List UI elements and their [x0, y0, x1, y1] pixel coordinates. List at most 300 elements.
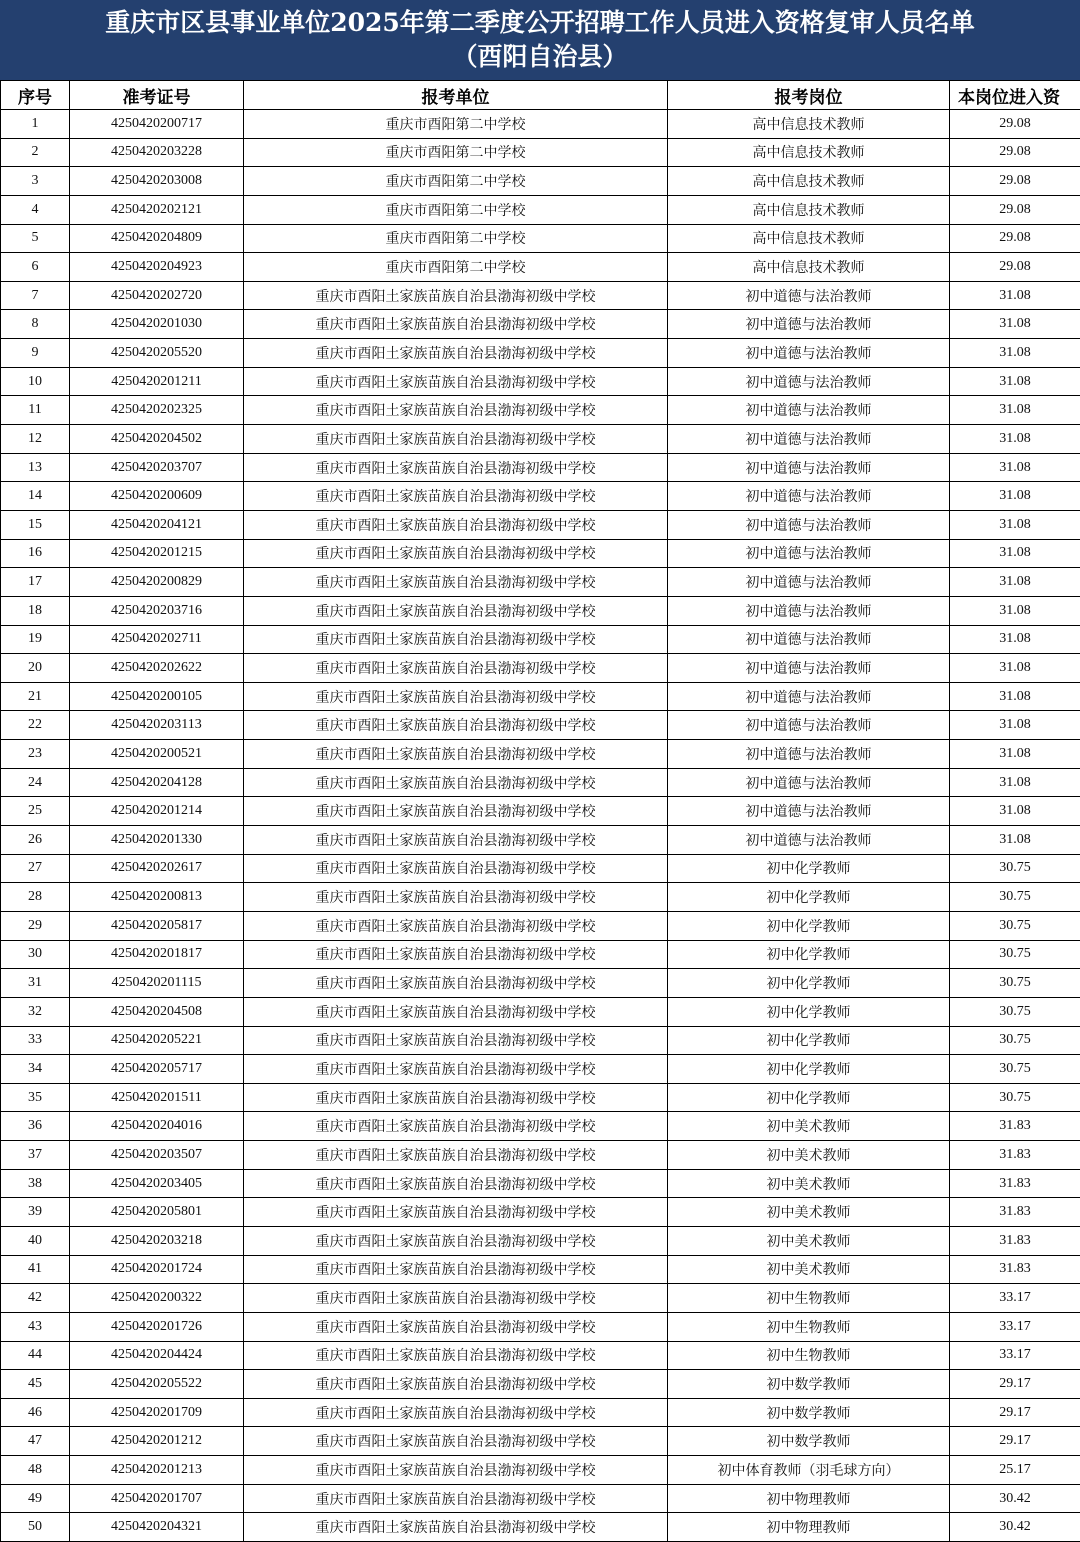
cell-unit: 重庆市酉阳土家族苗族自治县渤海初级中学校 [244, 768, 668, 797]
table-row [1, 281, 1080, 310]
cell-score: 30.75 [950, 911, 1080, 940]
table-row [1, 453, 1080, 482]
cell-score: 31.83 [950, 1141, 1080, 1170]
cell-unit: 重庆市酉阳土家族苗族自治县渤海初级中学校 [244, 510, 668, 539]
table-row [1, 768, 1080, 797]
cell-index: 7 [1, 281, 70, 310]
cell-exam-id: 4250420202622 [70, 654, 244, 683]
table-row [1, 1370, 1080, 1399]
cell-position: 初中道德与法治教师 [668, 654, 950, 683]
table-row [1, 167, 1080, 196]
cell-index: 40 [1, 1226, 70, 1255]
cell-score: 31.83 [950, 1226, 1080, 1255]
cell-unit: 重庆市酉阳土家族苗族自治县渤海初级中学校 [244, 482, 668, 511]
cell-score: 30.75 [950, 940, 1080, 969]
cell-position: 初中道德与法治教师 [668, 797, 950, 826]
cell-index: 12 [1, 425, 70, 454]
cell-unit: 重庆市酉阳土家族苗族自治县渤海初级中学校 [244, 1169, 668, 1198]
cell-exam-id: 4250420200813 [70, 883, 244, 912]
cell-unit: 重庆市酉阳第二中学校 [244, 195, 668, 224]
table-row [1, 654, 1080, 683]
cell-index: 8 [1, 310, 70, 339]
header-score: 本岗位进入资 [950, 81, 1080, 110]
cell-index: 41 [1, 1255, 70, 1284]
table-row [1, 940, 1080, 969]
cell-exam-id: 4250420205522 [70, 1370, 244, 1399]
cell-position: 初中道德与法治教师 [668, 339, 950, 368]
cell-index: 28 [1, 883, 70, 912]
cell-score: 31.08 [950, 625, 1080, 654]
cell-score: 31.08 [950, 711, 1080, 740]
cell-exam-id: 4250420204809 [70, 224, 244, 253]
table-row [1, 1026, 1080, 1055]
cell-unit: 重庆市酉阳土家族苗族自治县渤海初级中学校 [244, 1083, 668, 1112]
cell-index: 16 [1, 539, 70, 568]
cell-exam-id: 4250420204121 [70, 510, 244, 539]
cell-exam-id: 4250420203228 [70, 138, 244, 167]
cell-exam-id: 4250420201707 [70, 1484, 244, 1513]
cell-unit: 重庆市酉阳土家族苗族自治县渤海初级中学校 [244, 539, 668, 568]
cell-index: 46 [1, 1398, 70, 1427]
table-row [1, 711, 1080, 740]
cell-position: 初中数学教师 [668, 1398, 950, 1427]
cell-position: 初中美术教师 [668, 1112, 950, 1141]
cell-unit: 重庆市酉阳土家族苗族自治县渤海初级中学校 [244, 940, 668, 969]
cell-index: 6 [1, 253, 70, 282]
table-row [1, 339, 1080, 368]
cell-unit: 重庆市酉阳土家族苗族自治县渤海初级中学校 [244, 682, 668, 711]
cell-score: 31.08 [950, 654, 1080, 683]
cell-score: 31.08 [950, 339, 1080, 368]
cell-unit: 重庆市酉阳土家族苗族自治县渤海初级中学校 [244, 1341, 668, 1370]
cell-position: 初中美术教师 [668, 1255, 950, 1284]
cell-position: 初中道德与法治教师 [668, 740, 950, 769]
cell-position: 初中数学教师 [668, 1370, 950, 1399]
cell-exam-id: 4250420202617 [70, 854, 244, 883]
table-row [1, 1112, 1080, 1141]
cell-exam-id: 4250420205817 [70, 911, 244, 940]
cell-exam-id: 4250420201724 [70, 1255, 244, 1284]
table-row [1, 510, 1080, 539]
cell-exam-id: 4250420205717 [70, 1055, 244, 1084]
cell-index: 2 [1, 138, 70, 167]
table-row [1, 854, 1080, 883]
cell-score: 31.08 [950, 396, 1080, 425]
cell-exam-id: 4250420201330 [70, 826, 244, 855]
cell-score: 25.17 [950, 1456, 1080, 1485]
cell-exam-id: 4250420201030 [70, 310, 244, 339]
cell-exam-id: 4250420201214 [70, 797, 244, 826]
cell-position: 初中化学教师 [668, 854, 950, 883]
cell-exam-id: 4250420201211 [70, 367, 244, 396]
cell-position: 初中美术教师 [668, 1169, 950, 1198]
cell-unit: 重庆市酉阳土家族苗族自治县渤海初级中学校 [244, 1312, 668, 1341]
cell-exam-id: 4250420203113 [70, 711, 244, 740]
cell-index: 47 [1, 1427, 70, 1456]
cell-exam-id: 4250420205520 [70, 339, 244, 368]
cell-unit: 重庆市酉阳第二中学校 [244, 253, 668, 282]
cell-exam-id: 4250420201709 [70, 1398, 244, 1427]
table-row [1, 911, 1080, 940]
cell-index: 4 [1, 195, 70, 224]
cell-index: 14 [1, 482, 70, 511]
cell-exam-id: 4250420200717 [70, 110, 244, 139]
cell-exam-id: 4250420204321 [70, 1513, 244, 1542]
table-header-row [1, 81, 1080, 110]
cell-score: 31.08 [950, 367, 1080, 396]
cell-score: 30.75 [950, 1026, 1080, 1055]
cell-position: 初中美术教师 [668, 1226, 950, 1255]
cell-score: 31.08 [950, 510, 1080, 539]
cell-score: 31.08 [950, 310, 1080, 339]
cell-index: 38 [1, 1169, 70, 1198]
cell-unit: 重庆市酉阳土家族苗族自治县渤海初级中学校 [244, 740, 668, 769]
cell-unit: 重庆市酉阳土家族苗族自治县渤海初级中学校 [244, 854, 668, 883]
cell-unit: 重庆市酉阳第二中学校 [244, 224, 668, 253]
table-row [1, 625, 1080, 654]
cell-unit: 重庆市酉阳土家族苗族自治县渤海初级中学校 [244, 596, 668, 625]
cell-score: 29.17 [950, 1427, 1080, 1456]
cell-index: 44 [1, 1341, 70, 1370]
cell-index: 39 [1, 1198, 70, 1227]
cell-index: 45 [1, 1370, 70, 1399]
cell-unit: 重庆市酉阳土家族苗族自治县渤海初级中学校 [244, 797, 668, 826]
table-row [1, 740, 1080, 769]
cell-unit: 重庆市酉阳第二中学校 [244, 167, 668, 196]
cell-unit: 重庆市酉阳土家族苗族自治县渤海初级中学校 [244, 1198, 668, 1227]
header-exam-id: 准考证号 [70, 81, 244, 110]
cell-unit: 重庆市酉阳土家族苗族自治县渤海初级中学校 [244, 826, 668, 855]
cell-index: 50 [1, 1513, 70, 1542]
cell-unit: 重庆市酉阳土家族苗族自治县渤海初级中学校 [244, 1456, 668, 1485]
table-row [1, 969, 1080, 998]
cell-score: 29.17 [950, 1370, 1080, 1399]
cell-index: 23 [1, 740, 70, 769]
cell-unit: 重庆市酉阳土家族苗族自治县渤海初级中学校 [244, 425, 668, 454]
page-subtitle: （酉阳自治县） [0, 42, 1080, 72]
cell-position: 初中道德与法治教师 [668, 711, 950, 740]
cell-position: 高中信息技术教师 [668, 195, 950, 224]
cell-score: 30.42 [950, 1484, 1080, 1513]
cell-unit: 重庆市酉阳土家族苗族自治县渤海初级中学校 [244, 1255, 668, 1284]
cell-score: 30.75 [950, 1083, 1080, 1112]
cell-index: 20 [1, 654, 70, 683]
cell-index: 10 [1, 367, 70, 396]
table-row [1, 1513, 1080, 1542]
cell-index: 33 [1, 1026, 70, 1055]
table-row [1, 367, 1080, 396]
cell-unit: 重庆市酉阳土家族苗族自治县渤海初级中学校 [244, 711, 668, 740]
cell-score: 29.08 [950, 167, 1080, 196]
cell-exam-id: 4250420204128 [70, 768, 244, 797]
cell-index: 25 [1, 797, 70, 826]
cell-unit: 重庆市酉阳土家族苗族自治县渤海初级中学校 [244, 1398, 668, 1427]
table-row [1, 1284, 1080, 1313]
cell-unit: 重庆市酉阳土家族苗族自治县渤海初级中学校 [244, 911, 668, 940]
cell-position: 初中道德与法治教师 [668, 539, 950, 568]
cell-position: 高中信息技术教师 [668, 110, 950, 139]
cell-score: 33.17 [950, 1284, 1080, 1313]
cell-unit: 重庆市酉阳土家族苗族自治县渤海初级中学校 [244, 281, 668, 310]
cell-index: 18 [1, 596, 70, 625]
cell-position: 初中道德与法治教师 [668, 682, 950, 711]
table-row [1, 425, 1080, 454]
cell-position: 初中道德与法治教师 [668, 596, 950, 625]
cell-score: 31.83 [950, 1169, 1080, 1198]
cell-position: 高中信息技术教师 [668, 253, 950, 282]
page-title: 重庆市区县事业单位2025年第二季度公开招聘工作人员进入资格复审人员名单 [0, 8, 1080, 38]
cell-index: 35 [1, 1083, 70, 1112]
cell-score: 31.83 [950, 1112, 1080, 1141]
cell-exam-id: 4250420203507 [70, 1141, 244, 1170]
cell-exam-id: 4250420202711 [70, 625, 244, 654]
cell-unit: 重庆市酉阳土家族苗族自治县渤海初级中学校 [244, 1284, 668, 1313]
cell-score: 31.83 [950, 1198, 1080, 1227]
cell-score: 30.42 [950, 1513, 1080, 1542]
table-row [1, 682, 1080, 711]
cell-position: 初中道德与法治教师 [668, 310, 950, 339]
cell-exam-id: 4250420203008 [70, 167, 244, 196]
cell-index: 15 [1, 510, 70, 539]
cell-exam-id: 4250420204923 [70, 253, 244, 282]
cell-position: 初中化学教师 [668, 997, 950, 1026]
cell-index: 22 [1, 711, 70, 740]
cell-unit: 重庆市酉阳土家族苗族自治县渤海初级中学校 [244, 654, 668, 683]
table-row [1, 1169, 1080, 1198]
table-row [1, 110, 1080, 139]
cell-unit: 重庆市酉阳第二中学校 [244, 138, 668, 167]
cell-position: 初中化学教师 [668, 911, 950, 940]
cell-score: 31.08 [950, 539, 1080, 568]
cell-position: 初中美术教师 [668, 1198, 950, 1227]
cell-unit: 重庆市酉阳土家族苗族自治县渤海初级中学校 [244, 568, 668, 597]
header-position: 报考岗位 [668, 81, 950, 110]
cell-exam-id: 4250420202720 [70, 281, 244, 310]
table-row [1, 396, 1080, 425]
cell-exam-id: 4250420205801 [70, 1198, 244, 1227]
cell-score: 31.08 [950, 482, 1080, 511]
cell-unit: 重庆市酉阳土家族苗族自治县渤海初级中学校 [244, 1513, 668, 1542]
cell-position: 初中道德与法治教师 [668, 396, 950, 425]
cell-position: 初中道德与法治教师 [668, 768, 950, 797]
cell-score: 31.08 [950, 453, 1080, 482]
cell-exam-id: 4250420201212 [70, 1427, 244, 1456]
table-row [1, 482, 1080, 511]
table-row [1, 195, 1080, 224]
cell-index: 24 [1, 768, 70, 797]
cell-index: 43 [1, 1312, 70, 1341]
cell-unit: 重庆市酉阳土家族苗族自治县渤海初级中学校 [244, 453, 668, 482]
cell-position: 初中道德与法治教师 [668, 453, 950, 482]
cell-score: 31.08 [950, 425, 1080, 454]
cell-unit: 重庆市酉阳土家族苗族自治县渤海初级中学校 [244, 1055, 668, 1084]
cell-exam-id: 4250420204508 [70, 997, 244, 1026]
cell-score: 31.08 [950, 596, 1080, 625]
cell-score: 33.17 [950, 1312, 1080, 1341]
table-row [1, 1141, 1080, 1170]
table-row [1, 1427, 1080, 1456]
cell-position: 初中生物教师 [668, 1312, 950, 1341]
cell-exam-id: 4250420201215 [70, 539, 244, 568]
cell-index: 17 [1, 568, 70, 597]
cell-exam-id: 4250420201726 [70, 1312, 244, 1341]
cell-position: 高中信息技术教师 [668, 138, 950, 167]
cell-index: 19 [1, 625, 70, 654]
table-row [1, 826, 1080, 855]
cell-unit: 重庆市酉阳土家族苗族自治县渤海初级中学校 [244, 310, 668, 339]
table-row [1, 883, 1080, 912]
cell-unit: 重庆市酉阳土家族苗族自治县渤海初级中学校 [244, 339, 668, 368]
cell-score: 29.08 [950, 138, 1080, 167]
cell-score: 29.08 [950, 224, 1080, 253]
cell-exam-id: 4250420200322 [70, 1284, 244, 1313]
cell-exam-id: 4250420203405 [70, 1169, 244, 1198]
cell-position: 初中化学教师 [668, 969, 950, 998]
cell-exam-id: 4250420200521 [70, 740, 244, 769]
table-row [1, 138, 1080, 167]
cell-index: 21 [1, 682, 70, 711]
cell-index: 26 [1, 826, 70, 855]
cell-score: 31.08 [950, 568, 1080, 597]
table-row [1, 1398, 1080, 1427]
header-index: 序号 [1, 81, 70, 110]
cell-exam-id: 4250420203707 [70, 453, 244, 482]
cell-position: 高中信息技术教师 [668, 167, 950, 196]
cell-position: 初中物理教师 [668, 1484, 950, 1513]
cell-score: 31.08 [950, 740, 1080, 769]
cell-position: 初中化学教师 [668, 1026, 950, 1055]
cell-unit: 重庆市酉阳土家族苗族自治县渤海初级中学校 [244, 1484, 668, 1513]
cell-position: 初中道德与法治教师 [668, 281, 950, 310]
cell-score: 31.08 [950, 281, 1080, 310]
cell-position: 初中化学教师 [668, 883, 950, 912]
cell-position: 初中化学教师 [668, 1055, 950, 1084]
cell-exam-id: 4250420204016 [70, 1112, 244, 1141]
table-row [1, 1456, 1080, 1485]
cell-score: 31.08 [950, 826, 1080, 855]
cell-exam-id: 4250420201511 [70, 1083, 244, 1112]
cell-position: 初中生物教师 [668, 1341, 950, 1370]
cell-index: 9 [1, 339, 70, 368]
cell-index: 11 [1, 396, 70, 425]
cell-unit: 重庆市酉阳土家族苗族自治县渤海初级中学校 [244, 969, 668, 998]
cell-score: 30.75 [950, 883, 1080, 912]
cell-index: 32 [1, 997, 70, 1026]
cell-index: 3 [1, 167, 70, 196]
table-row [1, 997, 1080, 1026]
table-row [1, 596, 1080, 625]
cell-exam-id: 4250420204424 [70, 1341, 244, 1370]
table-row [1, 1255, 1080, 1284]
table-row [1, 1198, 1080, 1227]
table-container [0, 80, 1080, 1542]
cell-unit: 重庆市酉阳土家族苗族自治县渤海初级中学校 [244, 1370, 668, 1399]
cell-position: 初中体育教师（羽毛球方向） [668, 1456, 950, 1485]
cell-unit: 重庆市酉阳土家族苗族自治县渤海初级中学校 [244, 396, 668, 425]
cell-index: 49 [1, 1484, 70, 1513]
cell-exam-id: 4250420201817 [70, 940, 244, 969]
cell-index: 5 [1, 224, 70, 253]
cell-position: 初中数学教师 [668, 1427, 950, 1456]
cell-exam-id: 4250420203218 [70, 1226, 244, 1255]
cell-score: 31.08 [950, 768, 1080, 797]
cell-position: 初中化学教师 [668, 1083, 950, 1112]
cell-position: 初中道德与法治教师 [668, 568, 950, 597]
candidate-table [0, 80, 1080, 1542]
table-row [1, 224, 1080, 253]
cell-unit: 重庆市酉阳土家族苗族自治县渤海初级中学校 [244, 1112, 668, 1141]
cell-position: 初中美术教师 [668, 1141, 950, 1170]
cell-score: 30.75 [950, 997, 1080, 1026]
cell-index: 29 [1, 911, 70, 940]
cell-exam-id: 4250420205221 [70, 1026, 244, 1055]
cell-index: 13 [1, 453, 70, 482]
cell-unit: 重庆市酉阳土家族苗族自治县渤海初级中学校 [244, 883, 668, 912]
table-row [1, 253, 1080, 282]
cell-position: 初中物理教师 [668, 1513, 950, 1542]
cell-score: 29.17 [950, 1398, 1080, 1427]
cell-exam-id: 4250420201213 [70, 1456, 244, 1485]
cell-exam-id: 4250420204502 [70, 425, 244, 454]
cell-index: 37 [1, 1141, 70, 1170]
cell-score: 30.75 [950, 969, 1080, 998]
cell-position: 初中道德与法治教师 [668, 367, 950, 396]
cell-index: 42 [1, 1284, 70, 1313]
table-row [1, 1341, 1080, 1370]
header-unit: 报考单位 [244, 81, 668, 110]
table-row [1, 797, 1080, 826]
cell-exam-id: 4250420203716 [70, 596, 244, 625]
cell-index: 36 [1, 1112, 70, 1141]
table-row [1, 1226, 1080, 1255]
cell-position: 初中道德与法治教师 [668, 482, 950, 511]
cell-exam-id: 4250420202325 [70, 396, 244, 425]
table-row [1, 1484, 1080, 1513]
cell-exam-id: 4250420202121 [70, 195, 244, 224]
cell-unit: 重庆市酉阳土家族苗族自治县渤海初级中学校 [244, 625, 668, 654]
table-row [1, 1083, 1080, 1112]
cell-score: 30.75 [950, 854, 1080, 883]
cell-score: 29.08 [950, 110, 1080, 139]
cell-index: 48 [1, 1456, 70, 1485]
table-row [1, 310, 1080, 339]
cell-position: 初中道德与法治教师 [668, 510, 950, 539]
cell-index: 31 [1, 969, 70, 998]
cell-unit: 重庆市酉阳土家族苗族自治县渤海初级中学校 [244, 367, 668, 396]
cell-score: 31.83 [950, 1255, 1080, 1284]
cell-index: 34 [1, 1055, 70, 1084]
cell-score: 30.75 [950, 1055, 1080, 1084]
cell-unit: 重庆市酉阳土家族苗族自治县渤海初级中学校 [244, 1427, 668, 1456]
cell-position: 初中生物教师 [668, 1284, 950, 1313]
cell-position: 高中信息技术教师 [668, 224, 950, 253]
cell-unit: 重庆市酉阳土家族苗族自治县渤海初级中学校 [244, 1141, 668, 1170]
cell-unit: 重庆市酉阳土家族苗族自治县渤海初级中学校 [244, 997, 668, 1026]
cell-index: 1 [1, 110, 70, 139]
cell-score: 29.08 [950, 195, 1080, 224]
cell-exam-id: 4250420201115 [70, 969, 244, 998]
cell-position: 初中道德与法治教师 [668, 625, 950, 654]
cell-unit: 重庆市酉阳土家族苗族自治县渤海初级中学校 [244, 1226, 668, 1255]
cell-exam-id: 4250420200105 [70, 682, 244, 711]
table-row [1, 1312, 1080, 1341]
cell-score: 29.08 [950, 253, 1080, 282]
table-row [1, 1055, 1080, 1084]
table-row [1, 568, 1080, 597]
cell-score: 31.08 [950, 797, 1080, 826]
cell-unit: 重庆市酉阳第二中学校 [244, 110, 668, 139]
table-body [1, 110, 1080, 1542]
